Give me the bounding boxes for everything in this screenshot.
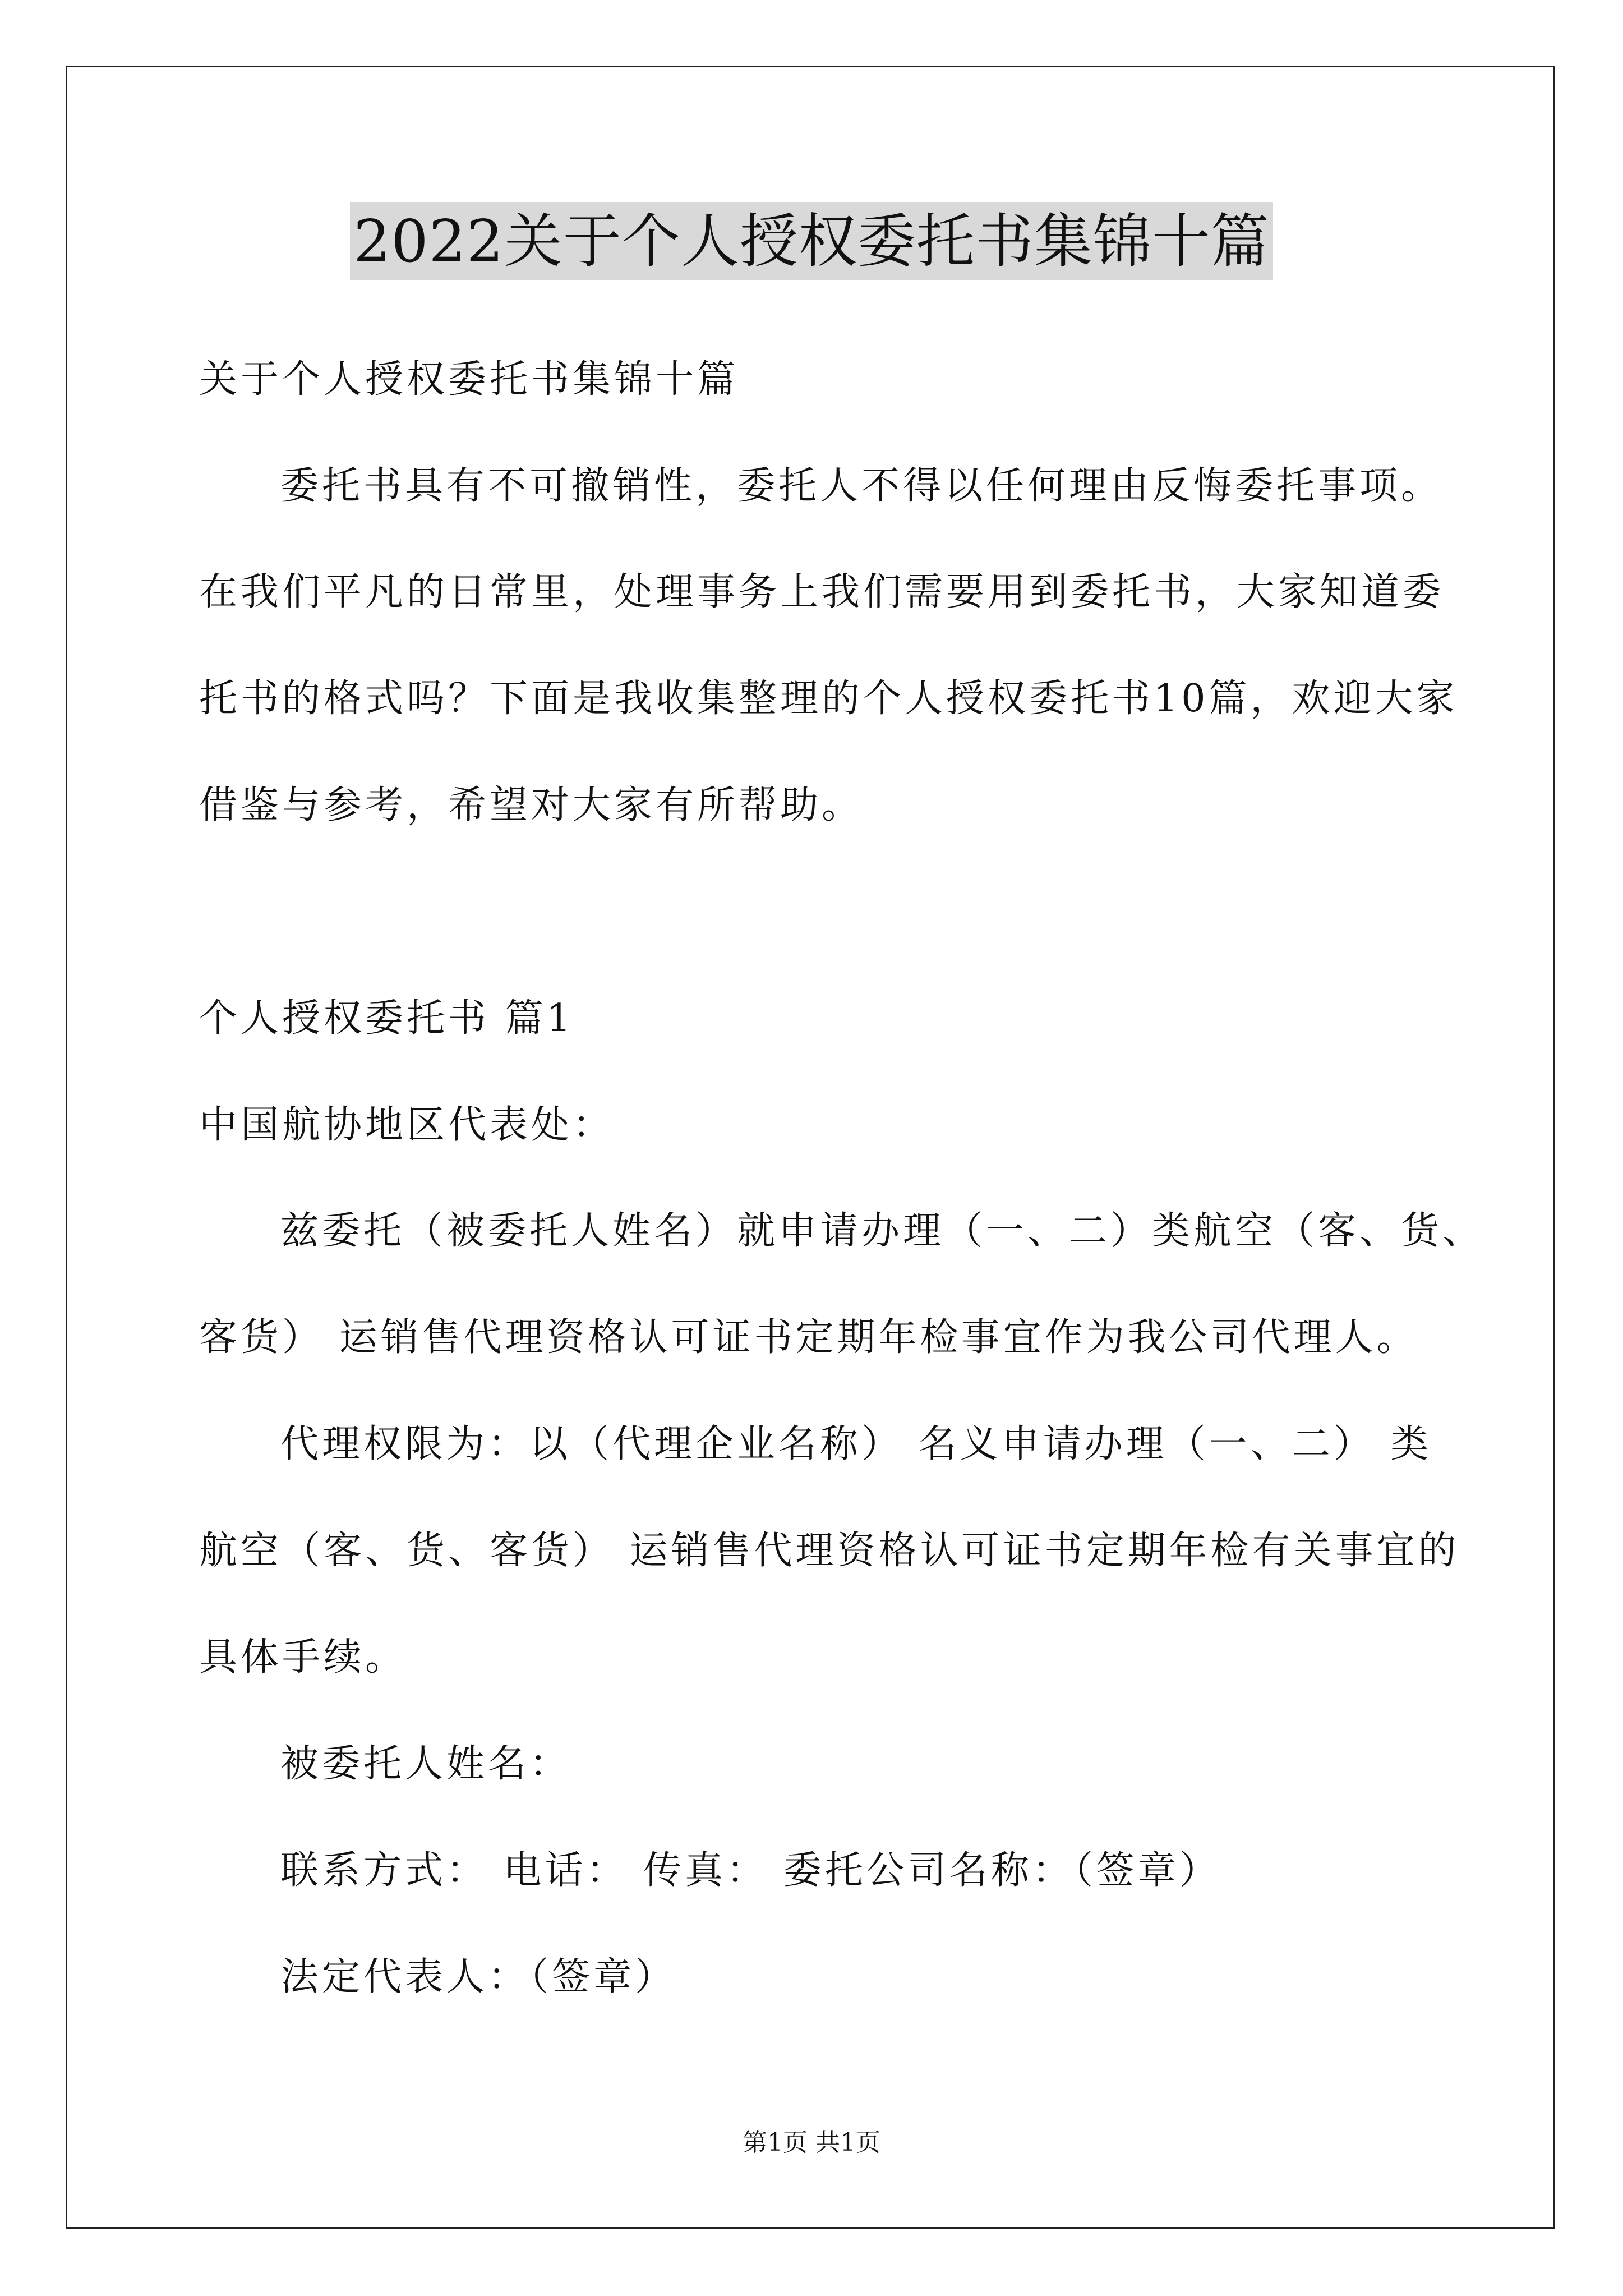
intro-paragraph-line-4: 借鉴与参考，希望对大家有所帮助。: [199, 783, 864, 827]
body-paragraph-2-line-3: 具体手续。: [199, 1635, 407, 1680]
intro-paragraph-line-1: 委托书具有不可撤销性，委托人不得以任何理由反悔委托事项。: [280, 464, 1443, 508]
intro-paragraph-line-2: 在我们平凡的日常里，处理事务上我们需要用到委托书，大家知道委: [199, 570, 1445, 614]
body-paragraph-2-line-1: 代理权限为：以（代理企业名称） 名义申请办理（一、二） 类: [280, 1422, 1432, 1466]
title-container: [0, 202, 1623, 280]
document-title: 2022关于个人授权委托书集锦十篇: [350, 202, 1273, 280]
section-heading: 个人授权委托书 篇1: [199, 996, 574, 1041]
body-paragraph-1-line-1: 兹委托（被委托人姓名）就申请办理（一、二）类航空（客、货、: [280, 1209, 1484, 1253]
attorney-name-field: 被委托人姓名：: [280, 1742, 571, 1786]
page-footer: 第1页 共1页: [743, 2128, 880, 2157]
addressee-line: 中国航协地区代表处：: [199, 1103, 615, 1147]
subtitle-line: 关于个人授权委托书集锦十篇: [199, 357, 739, 402]
legal-representative-line: 法定代表人：（签章）: [280, 1955, 677, 1999]
intro-paragraph-line-3: 托书的格式吗？下面是我收集整理的个人授权委托书10篇，欢迎大家: [199, 677, 1458, 721]
contact-info-line: 联系方式： 电话： 传真： 委托公司名称：（签章）: [280, 1848, 1221, 1893]
body-paragraph-2-line-2: 航空（客、货、客货） 运销售代理资格认可证书定期年检有关事宜的: [199, 1529, 1460, 1573]
body-paragraph-1-line-2: 客货） 运销售代理资格认可证书定期年检事宜作为我公司代理人。: [199, 1315, 1418, 1360]
